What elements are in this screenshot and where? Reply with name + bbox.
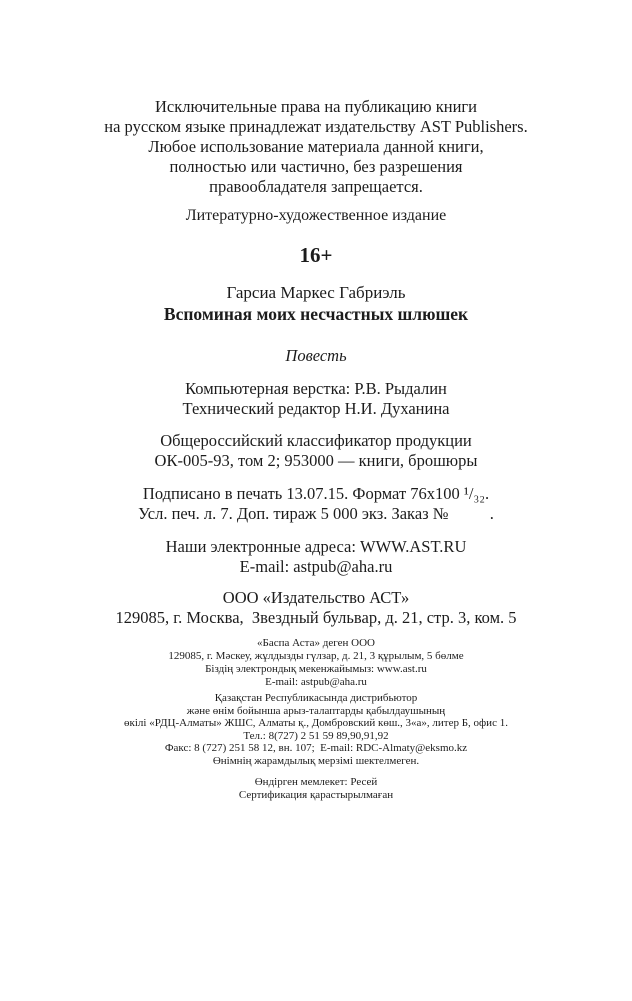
classifier-line: ОК-005-93, том 2; 953000 — книги, брошюры <box>154 451 478 470</box>
distributor-kz-line: Қазақстан Республикасында дистрибьютор <box>214 692 418 704</box>
publisher-kazakh-block <box>0 637 632 689</box>
publisher-kz-line: Біздің электрондық мекенжайымыз: www.ast.ru <box>205 663 427 675</box>
publisher-kz-line: 129085, г. Мәскеу, жұлдызды гүлзар, д. 21, 3 құрылым, 5 бөлме <box>168 650 464 662</box>
website-line: Наши электронные адреса: WWW.AST.RU <box>165 537 467 556</box>
age-rating-badge: 16+ <box>299 243 333 267</box>
email-line: E-mail: astpub@aha.ru <box>239 557 393 576</box>
copyright-line: полностью или частично, без разрешения <box>169 157 463 176</box>
contacts-block <box>0 537 632 577</box>
print-info-line: Усл. печ. л. 7. Доп. тираж 5 000 экз. Заказ № . <box>138 504 494 523</box>
edition-type-label: Литературно-художественное издание <box>185 207 447 224</box>
classifier-block <box>0 431 632 471</box>
classifier-line: Общероссийский классификатор продукции <box>160 431 472 450</box>
origin-block <box>0 776 632 802</box>
certification-line: Сертификация қарастырылмаған <box>238 789 394 801</box>
publisher-block <box>0 588 632 628</box>
copyright-line: правообладателя запрещается. <box>209 177 423 196</box>
book-title: Вспоминая моих несчастных шлюшек <box>163 304 469 324</box>
layout-credit: Компьютерная верстка: Р.В. Рыдалин <box>185 379 447 398</box>
edition-type-block <box>0 206 632 226</box>
print-info-line: Подписано в печать 13.07.15. Формат 76x100 ¹/₃₂. <box>142 484 490 503</box>
publisher-kz-line: «Баспа Аста» деген ООО <box>257 637 375 649</box>
copyright-line: Любое использование материала данной книги, <box>148 137 484 156</box>
age-rating-block <box>0 243 632 267</box>
publisher-name: ООО «Издательство АСТ» <box>222 588 410 607</box>
distributor-kz-line: Факс: 8 (727) 251 58 12, вн. 107; E-mail: RDC-Almaty@eksmo.kz <box>164 742 468 754</box>
copyright-line: Исключительные права на публикацию книги <box>154 97 478 116</box>
publisher-address: 129085, г. Москва, Звездный бульвар, д. 21, стр. 3, ком. 5 <box>115 608 517 627</box>
production-credits-block <box>0 379 632 419</box>
author-name: Гарсиа Маркес Габриэль <box>226 283 406 302</box>
publisher-kz-line: E-mail: astpub@aha.ru <box>265 676 367 688</box>
author-title-block <box>0 282 632 326</box>
genre-label: Повесть <box>285 346 347 365</box>
distributor-kz-line: Өнімнің жарамдылық мерзімі шектелмеген. <box>212 754 420 767</box>
distributor-kz-line: және өнім бойынша арыз-талаптарды қабылдаушының <box>186 704 446 717</box>
print-info-block <box>0 484 632 524</box>
genre-block <box>0 346 632 366</box>
copyright-line: на русском языке принадлежат издательству AST Publishers. <box>104 117 528 136</box>
technical-editor-credit: Технический редактор Н.И. Духанина <box>182 399 450 418</box>
origin-country-line: Өндірген мемлекет: Ресей <box>254 776 378 788</box>
distributor-kz-line: Тел.: 8(727) 2 51 59 89,90,91,92 <box>243 729 389 742</box>
copyright-block <box>0 97 632 197</box>
distributor-kazakh-block <box>0 692 632 767</box>
distributor-kz-line: өкілі «РДЦ-Алматы» ЖШС, Алматы қ., Домбровский көш., 3«а», литер Б, офис 1. <box>124 717 508 729</box>
